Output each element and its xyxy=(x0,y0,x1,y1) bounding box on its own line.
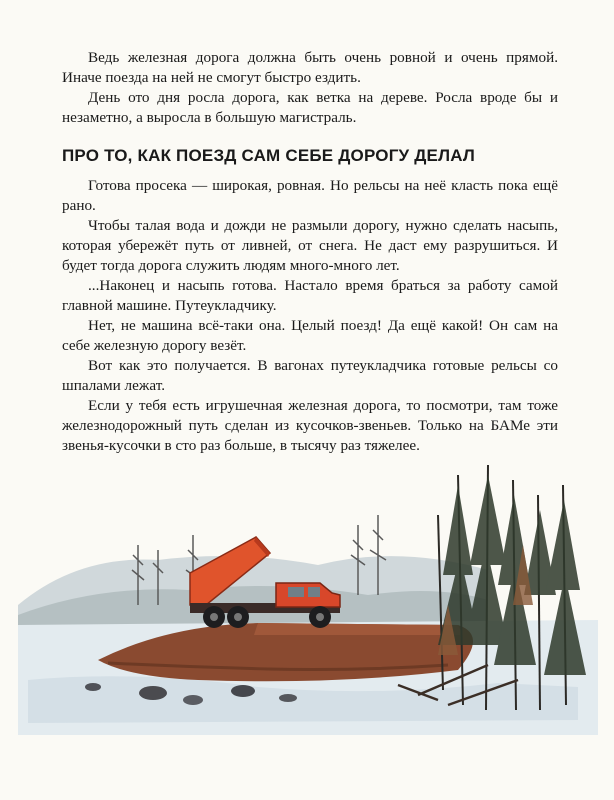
intro-paragraph: Ведь железная дорога должна быть очень ровной и очень прямой. Иначе поезда на ней не смогут быстро ездить. xyxy=(62,49,558,86)
body-paragraph: Если у тебя есть игрушечная железная дорога, то посмотри, там тоже железнодорожный путь сделан из кусочков-звеньев. Только на БАМе эти звенья-кусочки в сто раз больше, в тысячу раз тяжелее. xyxy=(62,397,558,454)
intro-text xyxy=(62,48,558,128)
body-paragraph: Готова просека — широкая, ровная. Но рельсы на неё класть пока ещё рано. xyxy=(62,177,558,214)
body-paragraph: Вот как это получается. В вагонах путеукладчика готовые рельсы со шпалами лежат. xyxy=(62,357,558,394)
body-paragraph: Чтобы талая вода и дожди не размыли дорогу, нужно сделать насыпь, которая убережёт путь от ливней, от снега. Не даст ему разрушиться. И будет тогда дорога служить людям много-много лет. xyxy=(62,217,558,274)
section-heading: ПРО ТО, КАК ПОЕЗД САМ СЕБЕ ДОРОГУ ДЕЛАЛ xyxy=(62,146,476,165)
body-paragraph: ...Наконец и насыпь готова. Настало время браться за работу самой главной машине. Путеукладчику. xyxy=(62,277,558,314)
dump-truck-illustration xyxy=(18,455,598,735)
body-paragraph: Нет, не машина всё-таки она. Целый поезд! Да ещё какой! Он сам на себе железную дорогу везёт. xyxy=(62,317,558,354)
section-body xyxy=(62,176,558,496)
intro-paragraph: День ото дня росла дорога, как ветка на дереве. Росла вроде бы и незаметно, а выросла в большую магистраль. xyxy=(62,89,558,126)
